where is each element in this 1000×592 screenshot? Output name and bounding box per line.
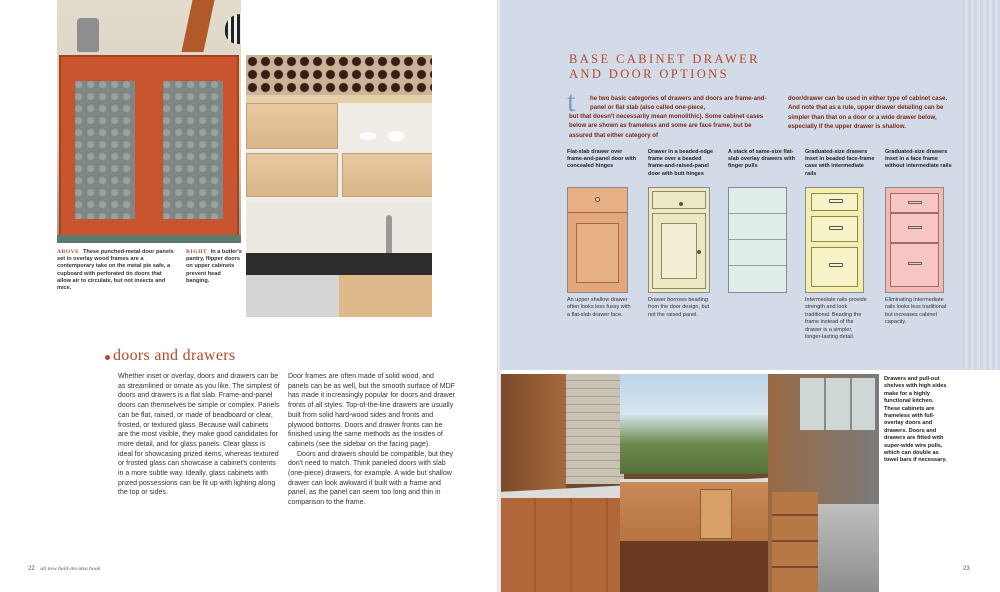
- option-2-note: Drawer borrows beading from the door design, but not the raised panel.: [648, 297, 710, 318]
- body-paragraph: Doors and drawers should be compatible, but they don't need to match. Think paneled doors with slab (one-piece) drawers, for example. A wide but shallow drawer can look awkward if built with a frame and panel, as the panel can seem too long and thin in comparison to the frame.: [288, 450, 454, 507]
- option-3-heading: A stack of same-size flat-slab overlay drawers with finger pulls: [728, 149, 795, 170]
- panel-title-line-2: AND DOOR OPTIONS: [569, 66, 729, 81]
- page-number-right: 23: [963, 566, 970, 572]
- option-5-note: Eliminating intermediate rails looks less traditional but increases cabinet capacity.: [885, 297, 947, 326]
- punched-metal-panel-right: [157, 75, 229, 225]
- option-2-heading: Drawer in a beaded-edge frame over a beaded frame-and-raised-panel door with butt hinges: [648, 149, 714, 177]
- intro-text-col1: but that doesn't necessarily mean monolithic). Some cabinet cases below are shown as frameless and some are face frame, but be assured that either category of: [569, 113, 764, 139]
- upper-cabinet-left: [246, 153, 338, 197]
- lower-cabinets: [246, 275, 432, 317]
- punched-metal-cabinet-photo: [57, 0, 241, 243]
- body-column-1: [118, 372, 280, 498]
- caption-right-text: In a butler's pantry, flipper doors on upper cabinets prevent head banging.: [186, 249, 242, 284]
- drawer-pull-icon: [908, 262, 922, 265]
- caption-tag-above: ABOVE: [57, 249, 80, 255]
- option-4-note: Intermediate rails provide strength and look traditional. Beading the frame instead of the drawer is a simpler, longer-lasting detail.: [805, 297, 867, 341]
- punched-metal-panel-left: [69, 75, 141, 225]
- drawer-pull-icon: [829, 226, 843, 230]
- butlers-pantry-photo: [246, 55, 432, 317]
- body-column-2: [288, 372, 456, 508]
- bird-figurine-decor: [225, 14, 241, 44]
- black-countertop: [246, 253, 432, 275]
- drop-cap: t: [567, 85, 576, 118]
- drawer-pull-icon: [908, 226, 922, 229]
- kitchen-photo: [500, 374, 879, 592]
- caption-above-text: These punched-metal door panels set in overlay wood frames are a contemporary take on the metal pie safe, a cupboard with perforated tin doors that allow air to circulate, but not insects and mice.: [57, 249, 174, 292]
- section-bullet-icon: [105, 355, 110, 360]
- spine-gutter: [497, 0, 501, 592]
- stacked-overlay-drawers-sketch: [728, 187, 787, 293]
- caption-above: [57, 249, 177, 292]
- option-4-heading: Graduated-size drawers inset in beaded face-frame case with intermediate rails: [805, 149, 875, 177]
- wine-rack: [246, 55, 432, 95]
- knob-icon: [595, 197, 600, 202]
- drawer-pull-icon: [829, 199, 843, 203]
- right-drawer-stack: [772, 492, 818, 592]
- pull-out-drawer: [700, 489, 732, 539]
- page-number-left: 22: [28, 566, 35, 572]
- kitchen-window: [620, 374, 768, 474]
- orange-cabinet: [59, 55, 239, 237]
- intro-text-col2: door/drawer can be used in either type of cabinet case. And note that as a rule, upper drawer detailing can be simpler than that on a door or a wide drawer below, especially if the upper drawer is shallow.: [788, 95, 948, 130]
- upper-cabinet-right: [342, 153, 432, 197]
- option-1-note: An upper shallow drawer often looks less fussy with a flat-slab drawer face.: [567, 297, 631, 318]
- drawer-pull-icon: [829, 263, 843, 267]
- folio-left: [28, 566, 100, 572]
- option-5-heading: Graduated-size drawers inset in a face frame without intermediate rails: [885, 149, 952, 170]
- section-title: doors and drawers: [113, 347, 236, 364]
- intro-text-first-line: he two basic categories of drawers and doors are frame-and-panel or flat slab (also called one-piece,: [590, 95, 767, 112]
- stone-wall: [566, 374, 624, 484]
- book-title: all new built-ins idea book: [40, 566, 101, 572]
- graduated-drawers-rails-sketch: [805, 187, 864, 293]
- flat-slab-drawer-sketch: [567, 187, 628, 293]
- graduated-drawers-no-rails-sketch: [885, 187, 944, 293]
- kitchen-caption: Drawers and pull-out shelves with high sides make for a highly functional kitchen. These cabinets are frameless with full-overlay doors and drawers. Doors and drawers are fitted with super-wide wire pulls, which can double as towel bars if necessary.: [884, 376, 947, 464]
- drawer-pull-icon: [908, 201, 922, 204]
- coffee-pot-decor: [77, 18, 99, 52]
- panel-title-line-1: BASE CABINET DRAWER: [569, 52, 760, 66]
- knob-icon: [697, 250, 701, 254]
- flipper-door-cabinet: [246, 103, 338, 149]
- body-paragraph: Whether inset or overlay, doors and drawers can be as streamlined or ornate as you like. The simplest of doors and drawers is a flat slab. Frame-and-panel doors can themselves be simple or complex. Panels can be flat, raised, or made of beadboard or clear, frosted, or textured glass. Because wall cabinets are the most visible, they make good candidates for more detail, and for glass panels. Clear glass is ideal for showcasing prized items, whereas textured or frosted glass can showcase a cabinet's contents in a more subtle way. Ideally, glass cabinets with prized possessions can be fit up with lighting along the top or sides.: [118, 373, 280, 497]
- stove-range: [818, 504, 879, 592]
- caption-tag-right: RIGHT: [186, 249, 208, 255]
- faucet: [386, 215, 392, 255]
- knob-icon: [679, 202, 683, 206]
- body-paragraph: Door frames are often made of solid wood, and panels can be as well, but the smooth surface of MDF has made it increasingly popular for doors and drawer fronts of all styles. Top-of-the-line drawers are usually built from solid hard-wood sides and fronts and plywood bottoms. Doors and drawer fronts can be finished using the same methods as the insides of cabinets (see the sidebar on the facing page).: [288, 373, 455, 448]
- beaded-frame-sketch: [648, 187, 710, 293]
- caption-right: [186, 249, 242, 285]
- panel-title: [569, 52, 760, 81]
- glass-upper-cabinets: [800, 378, 875, 430]
- option-1-heading: Flat-slab drawer over frame-and-panel door with concealed hinges: [567, 149, 637, 170]
